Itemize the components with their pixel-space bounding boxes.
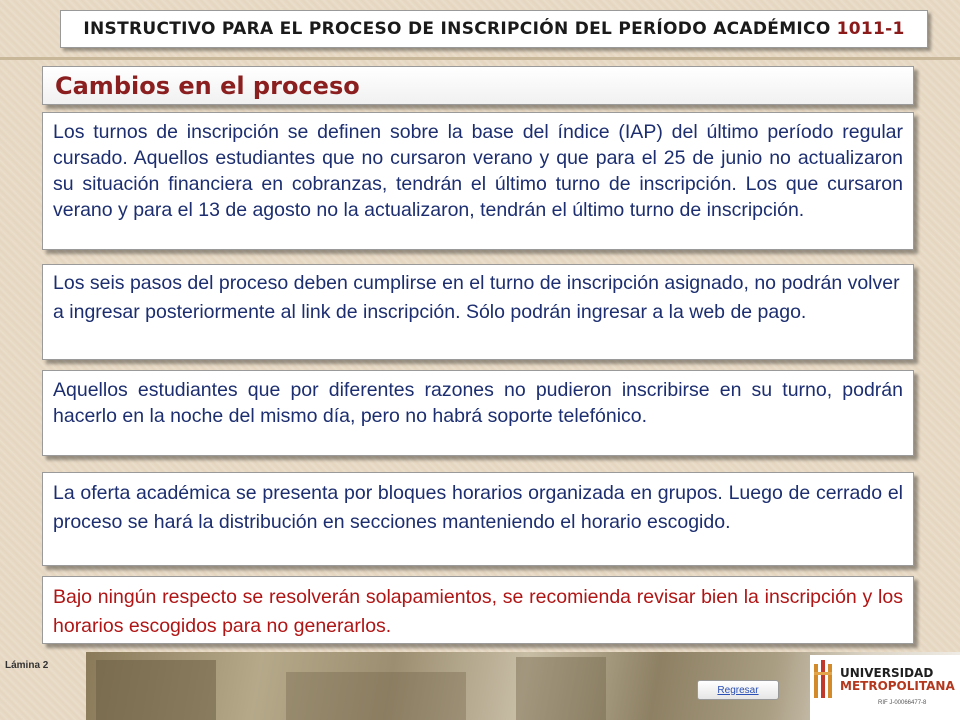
paragraph-oferta: La oferta académica se presenta por bloques horarios organizada en grupos. Luego de cerrado el proceso se hará la distribución en secciones manteniendo el horario escogido. — [42, 472, 914, 566]
slide-number: Lámina 2 — [5, 660, 49, 671]
paragraph-seis-pasos: Los seis pasos del proceso deben cumplirse en el turno de inscripción asignado, no podrán volver a ingresar posteriormente al link de inscripción. Sólo podrán ingresar a la web de pago. — [42, 264, 914, 360]
university-rif: RIF J-00066477-8 — [878, 700, 927, 706]
back-link[interactable]: Regresar — [697, 680, 779, 700]
university-name-line1: UNIVERSIDAD — [840, 666, 934, 680]
header-divider — [0, 57, 960, 60]
university-name — [840, 667, 955, 693]
paragraph-solapamientos: Bajo ningún respecto se resolverán solapamientos, se recomienda revisar bien la inscripción y los horarios escogidos para no generarlos. — [42, 576, 914, 644]
paragraph-turnos: Los turnos de inscripción se definen sobre la base del índice (IAP) del último período regular cursado. Aquellos estudiantes que no cursaron verano y que para el 25 de junio no actualizaron su situación financiera en cobranzas, tendrán el último turno de inscripción. Los que cursaron verano y para el 13 de agosto no la actualizaron, tendrán el último turno de inscripción. — [42, 112, 914, 250]
section-title: Cambios en el proceso — [42, 66, 914, 105]
header-title: INSTRUCTIVO PARA EL PROCESO DE INSCRIPCIÓN DEL PERÍODO ACADÉMICO — [83, 19, 831, 39]
header-title-box — [60, 10, 928, 48]
paragraph-noche: Aquellos estudiantes que por diferentes razones no pudieron inscribirse en su turno, podrán hacerlo en la noche del mismo día, pero no habrá soporte telefónico. — [42, 370, 914, 456]
university-emblem-icon — [812, 660, 834, 700]
header-period: 1011-1 — [836, 19, 905, 39]
university-name-line2: METROPOLITANA — [840, 679, 955, 693]
